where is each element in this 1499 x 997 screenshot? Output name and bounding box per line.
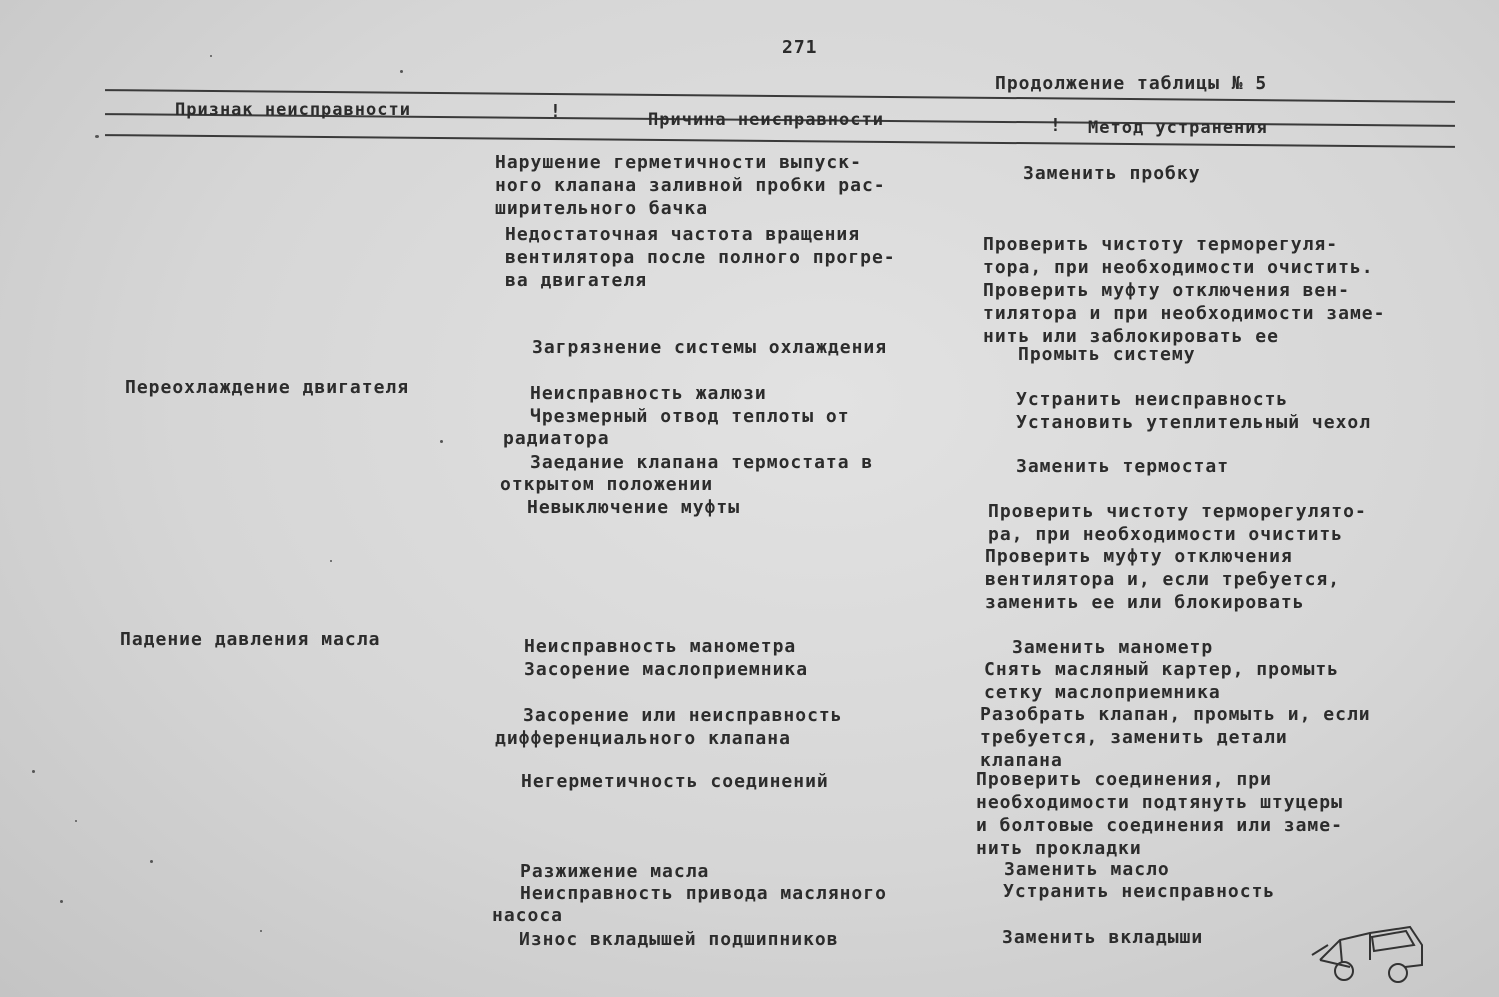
cause-item: дифференциального клапана <box>495 728 791 749</box>
cause-item: открытом положении <box>500 474 714 495</box>
speck <box>440 440 443 443</box>
speck <box>95 135 99 138</box>
cause-item: Засорение маслоприемника <box>524 659 809 680</box>
cause-item: Загрязнение системы охлаждения <box>532 337 888 358</box>
speck <box>260 930 262 932</box>
continuation-label: Продолжение таблицы № 5 <box>995 73 1268 94</box>
speck <box>400 70 403 73</box>
page-number: 271 <box>782 37 818 58</box>
column-header-method: Метод устранения <box>1088 118 1268 138</box>
cause-item: Невыключение муфты <box>527 497 741 518</box>
cause-item: радиатора <box>503 428 610 449</box>
speck <box>150 860 153 863</box>
method-item: Заменить термостат <box>1016 456 1230 477</box>
column-header-symptom: Признак неисправности <box>175 100 411 120</box>
column-separator-1: ! <box>550 101 561 122</box>
method-item: Промыть систему <box>1018 344 1196 365</box>
cause-item: Чрезмерный отвод теплоты от <box>530 406 850 427</box>
method-item: Разобрать клапан, промыть и, если требуется, заменить детали клапана <box>980 704 1371 771</box>
symptom-overcooling: Переохлаждение двигателя <box>125 377 410 398</box>
speck <box>330 560 332 562</box>
column-header-cause: Причина неисправности <box>648 110 884 130</box>
cause-item: Заедание клапана термостата в <box>530 452 874 473</box>
method-item: Заменить манометр <box>1012 637 1214 658</box>
method-item: Проверить чистоту терморегулято- ра, при необходимости очистить <box>988 501 1367 545</box>
method-item: Проверить чистоту терморегуля- тора, при необходимости очистить. Проверить муфту отключения вен- тилятора и при необходимости заме- нить или заблокировать ее <box>983 234 1386 347</box>
cause-item: Неисправность манометра <box>524 636 797 657</box>
method-item: Установить утеплительный чехол <box>1016 412 1372 433</box>
method-item: Заменить вкладыши <box>1002 927 1204 948</box>
cause-item: Неисправность привода масляного <box>520 883 887 904</box>
cause-item: Засорение или неисправность <box>523 705 843 726</box>
cause-item: Нарушение герметичности выпуск- ного клапана заливной пробки рас- ширительного бачка <box>495 152 886 219</box>
cause-item: Неисправность жалюзи <box>530 383 767 404</box>
cause-item: насоса <box>492 905 564 926</box>
symptom-oil-pressure: Падение давления масла <box>120 629 381 650</box>
method-item: Проверить муфту отключения вентилятора и, если требуется, заменить ее или блокировать <box>985 546 1341 613</box>
method-item: Заменить масло <box>1004 859 1170 880</box>
cause-item: Недостаточная частота вращения вентилятора после полного прогре- ва двигателя <box>505 224 896 291</box>
speck <box>75 820 77 822</box>
method-item: Устранить неисправность <box>1003 881 1276 902</box>
method-item: Снять масляный картер, промыть сетку маслоприемника <box>984 659 1340 703</box>
truck-icon <box>1310 915 1430 987</box>
cause-item: Негерметичность соединений <box>521 771 829 792</box>
cause-item: Разжижение масла <box>520 861 710 882</box>
speck <box>210 55 212 57</box>
column-separator-2: ! <box>1050 115 1061 136</box>
cause-item: Износ вкладышей подшипников <box>519 929 839 950</box>
method-item: Заменить пробку <box>1023 163 1201 184</box>
speck <box>60 900 63 903</box>
speck <box>32 770 35 773</box>
method-item: Устранить неисправность <box>1016 389 1289 410</box>
method-item: Проверить соединения, при необходимости подтянуть штуцеры и болтовые соединения или заме- нить прокладки <box>976 769 1343 859</box>
